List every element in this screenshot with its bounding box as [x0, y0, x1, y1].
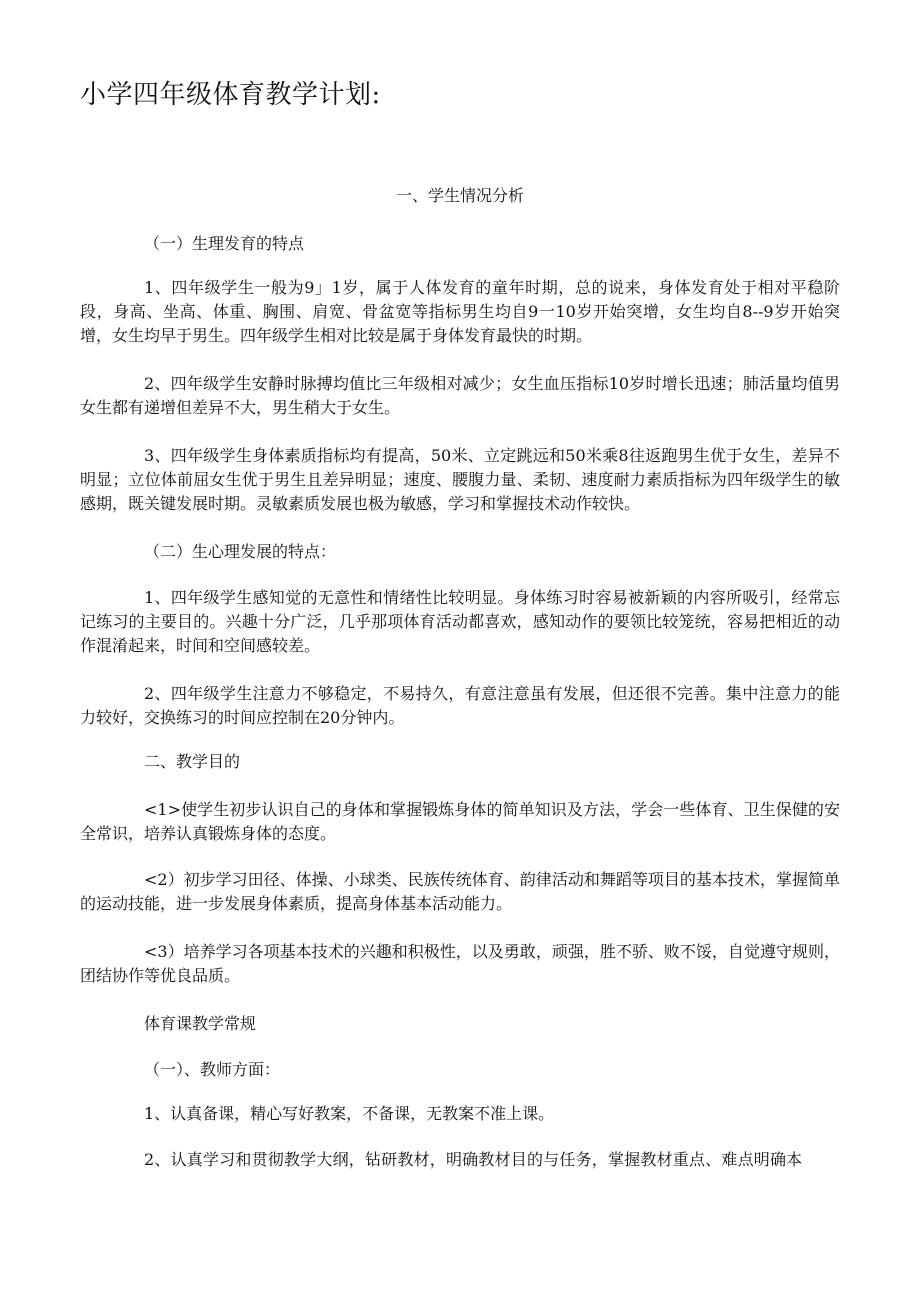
section-heading-class-routine: 体育课教学常规 — [144, 1014, 257, 1033]
section-heading-student-analysis: 一、学生情况分析 — [395, 186, 524, 205]
paragraph-physiological-3: 3、四年级学生身体素质指标均有提高，50米、立定跳远和50米乘8往返跑男生优于女生，差异不明显；立位体前屈女生优于男生且差异明显；速度、腰腹力量、柔韧、速度耐力素质指标为四年级学生的敏感期，既关键发展时期。灵敏素质发展也极为敏感，学习和掌握技术动作较快。 — [80, 446, 840, 513]
routine-item-1: 1、认真备课，精心写好教案，不备课，无教案不准上课。 — [144, 1104, 555, 1123]
paragraph-physiological-2: 2、四年级学生安静时脉搏均值比三年级相对减少；女生血压指标10岁时增长迅速；肺活量均值男女生都有递增但差异不大，男生稍大于女生。 — [80, 374, 840, 417]
subheading-physiological: （一）生理发育的特点 — [144, 234, 305, 253]
paragraph-physiological-1: 1、四年级学生一般为9」1岁，属于人体发育的童年时期，总的说来，身体发育处于相对平稳阶段，身高、坐高、体重、胸围、肩宽、骨盆宽等指标男生均自9一10岁开始突增，女生均自8--9岁开始突增，女生均早于男生。四年级学生相对比较是属于身体发育最快的时期。 — [80, 278, 840, 345]
subheading-psychological: （二）生心理发展的特点： — [144, 542, 337, 561]
section-heading-teaching-goals: 二、教学目的 — [144, 752, 241, 771]
goal-item-3: <3）培养学习各项基本技术的兴趣和积极性，以及勇敢，顽强，胜不骄、败不馁，自觉遵守规则，团结协作等优良品质。 — [80, 942, 840, 985]
paragraph-psychological-1: 1、四年级学生感知觉的无意性和情绪性比较明显。身体练习时容易被新颖的内容所吸引，经常忘记练习的主要目的。兴趣十分广泛，几乎那项体育活动都喜欢，感知动作的要领比较笼统，容易把相近的动作混淆起来，时间和空间感较差。 — [80, 588, 840, 655]
goal-item-1: <1>使学生初步认识自己的身体和掌握锻炼身体的简单知识及方法，学会一些体育、卫生保健的安全常识，培养认真锻炼身体的态度。 — [80, 800, 840, 843]
document-title: 小学四年级体育教学计划: — [80, 80, 381, 110]
routine-item-2: 2、认真学习和贯彻教学大纲，钻研教材，明确教材目的与任务，掌握教材重点、难点明确本 — [144, 1150, 803, 1169]
paragraph-psychological-2: 2、四年级学生注意力不够稳定，不易持久，有意注意虽有发展，但还很不完善。集中注意力的能力较好，交换练习的时间应控制在20分钟内。 — [80, 684, 840, 727]
goal-item-2: <2）初步学习田径、体操、小球类、民族传统体育、韵律活动和舞蹈等项目的基本技术，掌握简单的运动技能，进一步发展身体素质，提高身体基本活动能力。 — [80, 870, 840, 913]
subheading-teacher: （一）、教师方面： — [144, 1060, 281, 1079]
